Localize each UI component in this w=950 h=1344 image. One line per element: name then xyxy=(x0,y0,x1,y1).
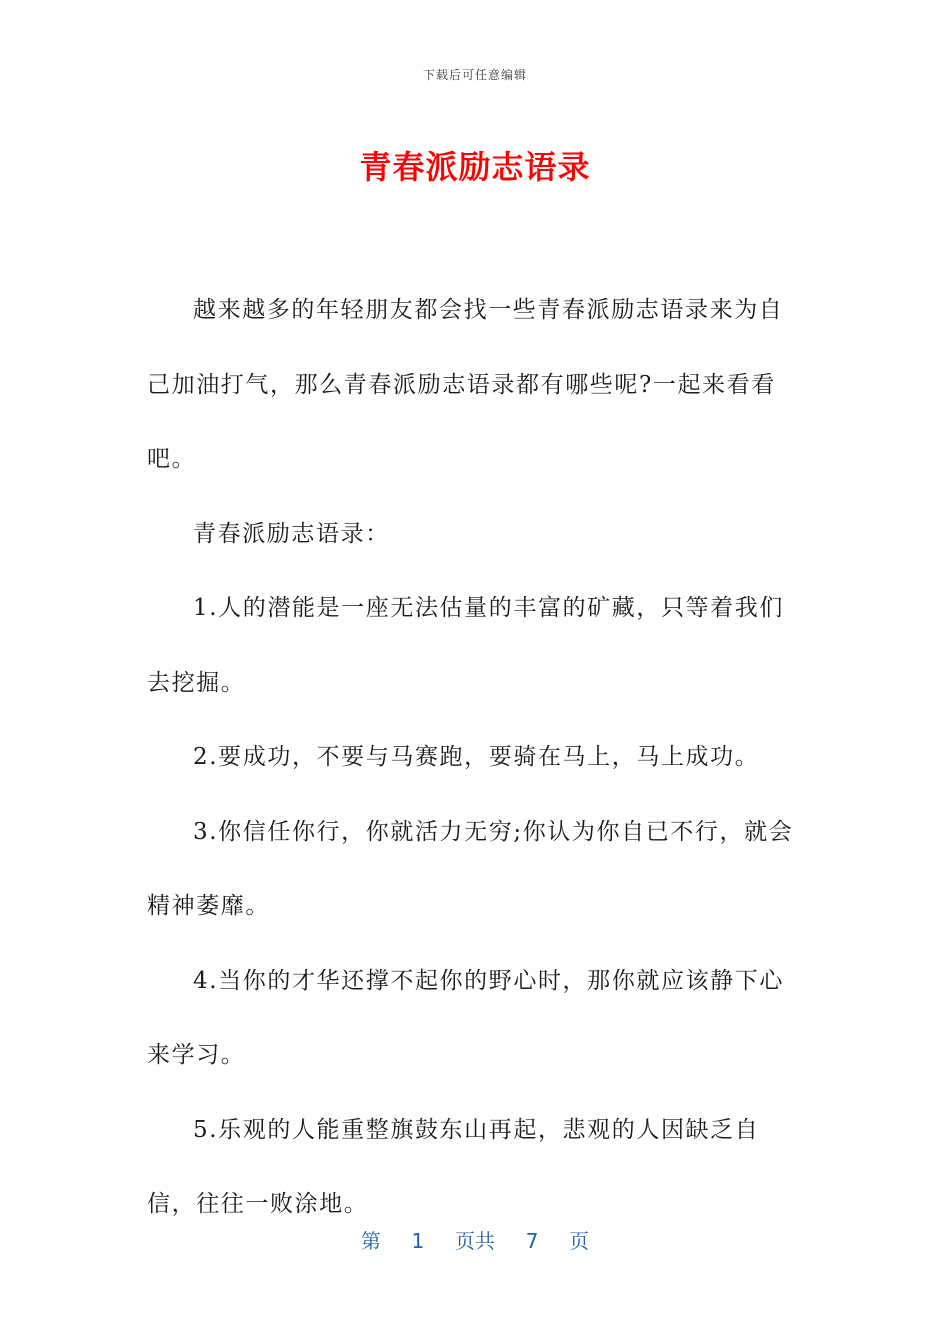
footer-middle: 页共 xyxy=(455,1229,495,1253)
footer-prefix: 第 xyxy=(360,1229,381,1253)
section-heading: 青春派励志语录： xyxy=(193,520,390,547)
document-title: 青春派励志语录 xyxy=(359,148,591,186)
quote-item-5: 5.乐观的人能重整旗鼓东山再起，悲观的人因缺乏自信，往往一败涂地。 xyxy=(147,1116,760,1217)
footer-suffix: 页 xyxy=(569,1229,590,1253)
total-pages-number: 7 xyxy=(525,1229,539,1253)
quote-item-2: 2.要成功，不要与马赛跑，要骑在马上，马上成功。 xyxy=(193,744,760,770)
quote-item-1: 1.人的潜能是一座无法估量的丰富的矿藏，只等着我们去挖掘。 xyxy=(147,595,784,696)
intro-paragraph: 越来越多的年轻朋友都会找一些青春派励志语录来为自己加油打气，那么青春派励志语录都有哪些呢?一起来看看吧。 xyxy=(147,297,784,472)
document-body xyxy=(147,273,807,1242)
page-footer xyxy=(0,1225,950,1254)
header-note: 下载后可任意编辑 xyxy=(422,68,527,82)
current-page-number: 1 xyxy=(411,1229,425,1253)
quote-item-4: 4.当你的才华还撑不起你的野心时，那你就应该静下心来学习。 xyxy=(147,967,784,1068)
quote-item-3: 3.你信任你行，你就活力无穷;你认为你自已不行，就会精神萎靡。 xyxy=(147,818,794,919)
